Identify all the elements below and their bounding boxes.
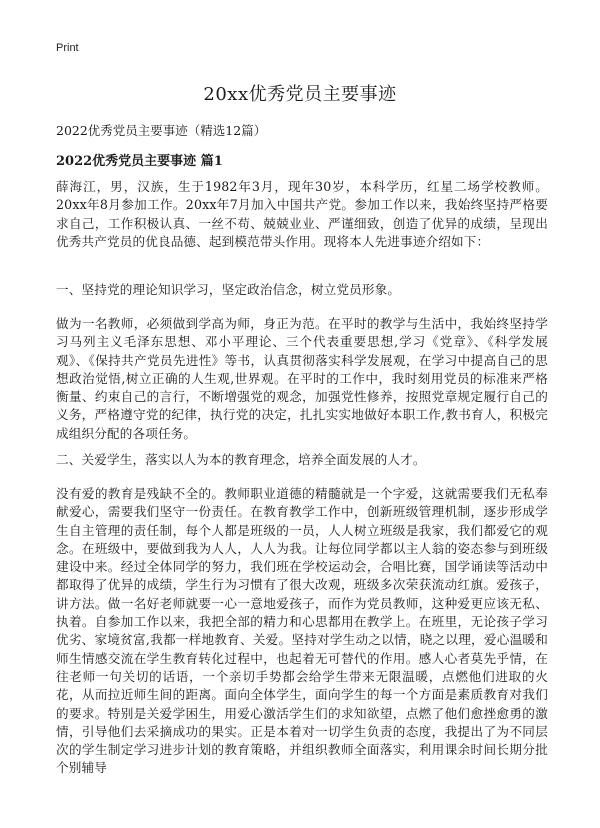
print-link[interactable]: Print — [56, 42, 79, 54]
point-one-heading: 一、坚持党的理论知识学习，坚定政治信念，树立党员形象。 — [56, 282, 401, 297]
point-two-heading: 二、关爱学生，落实以人为本的教育理念，培养全面发展的人才。 — [56, 452, 426, 467]
point-two-paragraph: 没有爱的教育是残缺不全的。教师职业道德的精髓就是一个字爱，这就需要我们无私奉献爱心，需要我们坚守一份责任。在教育教学工作中，创新班级管理机制，逐步形成学生自主管理的责任制，每个人都是班级的一员，人人树立班级是我家，我们都爱它的观念。在班级中，要做到我为人人，人人为我。让每位同学都以主人翁的姿态参与到班级建设中来。经过全体同学的努力，我们班在学校运动会，合唱比赛，国学诵读等活动中都取得了优异的成绩，学生行为习惯有了很大改观，班级多次荣获流动红旗。爱孩子，讲方法。做一名好老师就要一心一意地爱孩子，而作为党员教师，这种爱更应该无私、执着。自参加工作以来，我把全部的精力和心思都用在教学上。在班里，无论孩子学习优劣、家境贫富,我都一样地教育、关爱。坚持对学生动之以情，晓之以理，爱心温暖和师生情感交流在学生教育转化过程中，也起着无可替代的作用。感人心者莫先乎情，在往老师一句关切的话语，一个亲切手势都会给学生带来无限温暖，点燃他们进取的火花，从而拉近师生间的距离。面向全体学生，面向学生的每一个方面是素质教育对我们的要求。特别是关爱学困生，用爱心激活学生们的求知欲望，点燃了他们愈挫愈勇的激情，引导他们去采摘成功的果实。正是本着对一切学生负责的态度，我提出了为不同层次的学生制定学习进步计划的教育策略，并组织教师全面落实，利用课余时间长期分批个别辅导 — [56, 486, 548, 776]
point-one-paragraph: 做为一名教师，必须做到学高为师，身正为范。在平时的教学与生活中，我始终坚持学习马列主义毛泽东思想、邓小平理论、三个代表重要思想,学习《党章》、《科学发展观》、《保持共产党员先进性》等书，认真贯彻落实科学发展观，在学习中提高自己的思想政治觉悟,树立正确的人生观,世界观。在平时的工作中，我时刻用党员的标准来严格衡量、约束自己的言行，不断增强党的观念，加强党性修养，按照党章规定履行自己的义务，严格遵守党的纪律，执行党的决定，扎扎实实地做好本职工作,教书育人，积极完成组织分配的各项任务。 — [56, 316, 548, 441]
document-subtitle: 2022优秀党员主要事迹（精选12篇） — [56, 123, 267, 138]
section-heading: 2022优秀党员主要事迹 篇1 — [56, 154, 223, 169]
intro-paragraph: 薛海江，男，汉族，生于1982年3月，现年30岁，本科学历，红星二场学校教师。20xx年8月参加工作。20xx年7月加入中国共产党。参加工作以来，我始终坚持严格要求自己，工作积极认真、一丝不苟、兢兢业业、严谨细致，创造了优异的成绩，呈现出优秀共产党员的优良品德、起到模范带头作用。现将本人先进事迹介绍如下： — [56, 179, 548, 249]
document-title: 20xx优秀党员主要事迹 — [203, 84, 397, 105]
